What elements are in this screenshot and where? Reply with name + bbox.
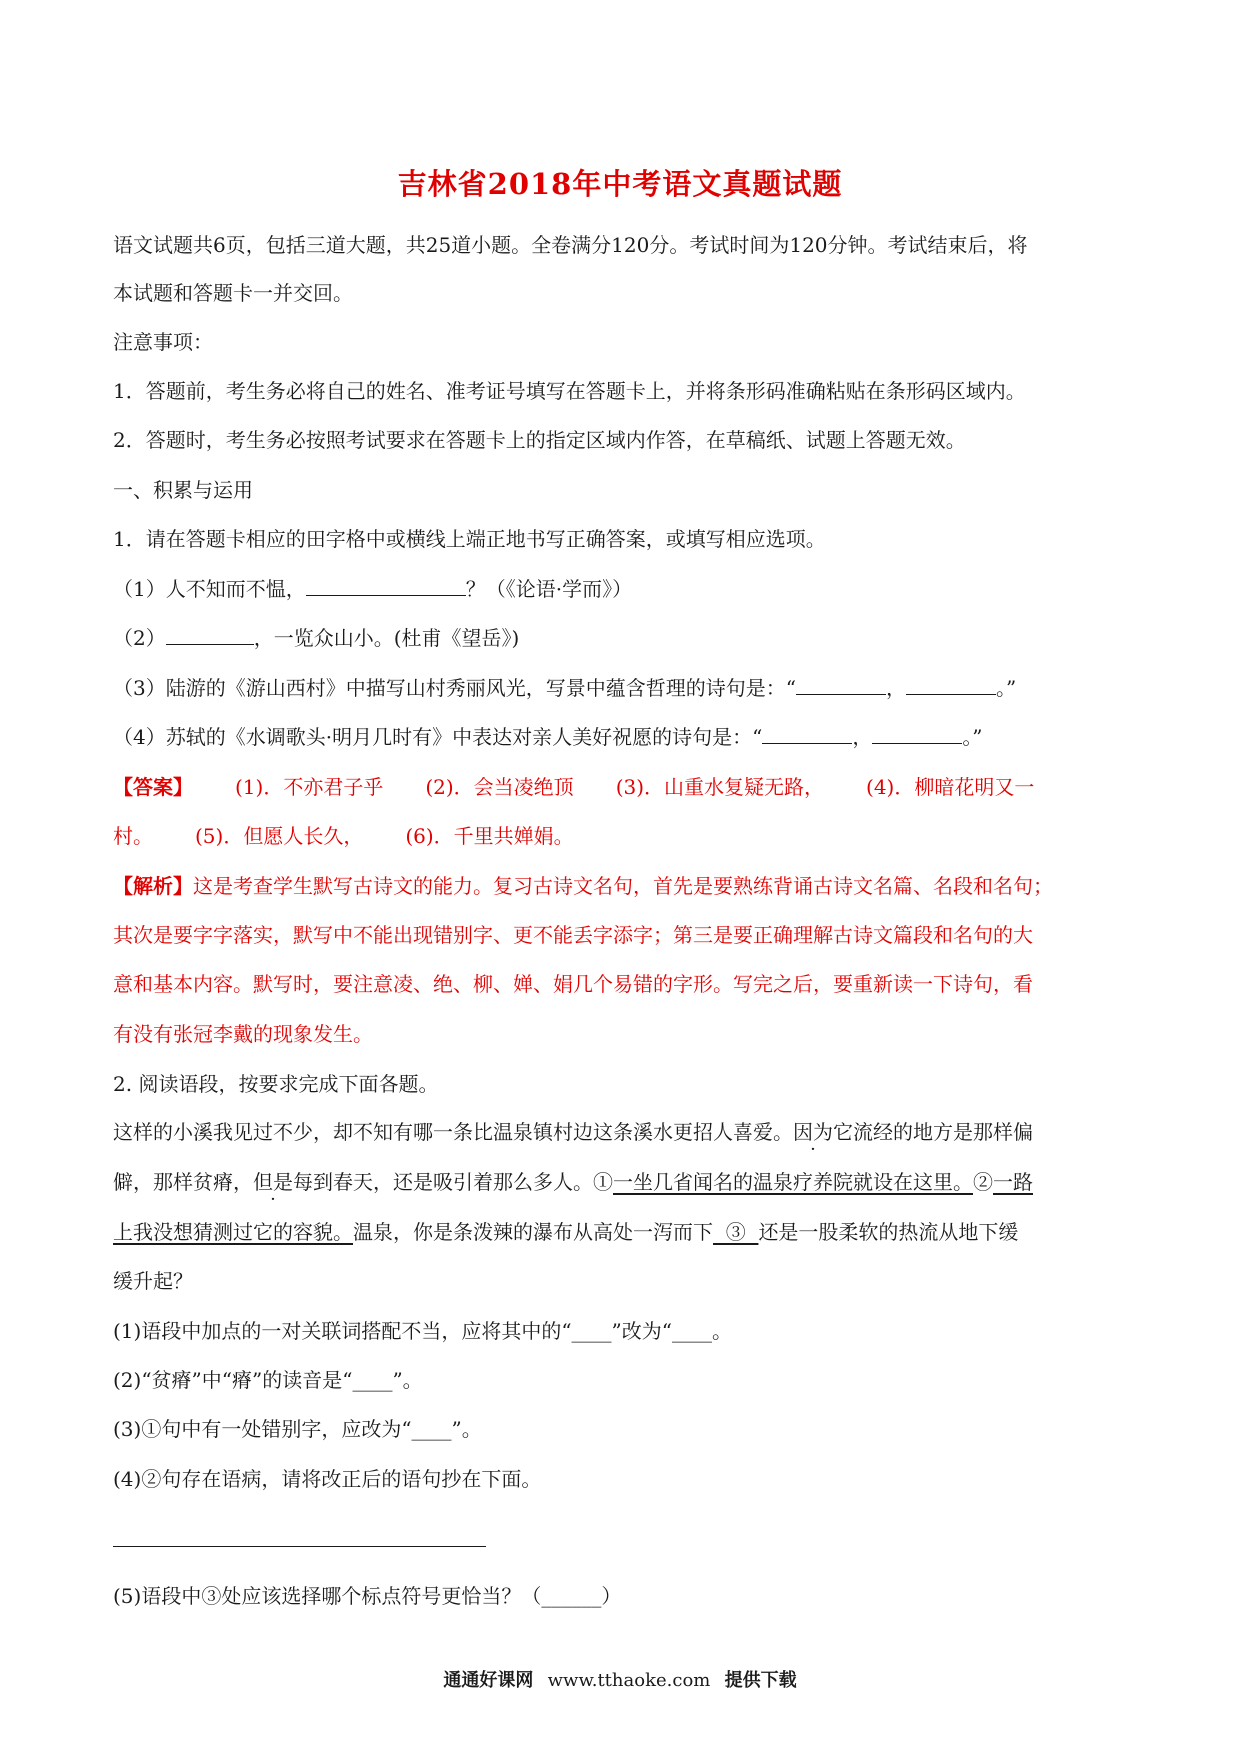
q2-sub-3: (3)①句中有一处错别字，应改为“____”。 <box>113 1417 482 1441</box>
underlined-sentence-2: 一路 <box>993 1170 1033 1194</box>
section-heading: 一、积累与运用 <box>113 478 253 502</box>
underlined-sentence-2-cont: 上我没想猜测过它的容貌。 <box>113 1220 353 1244</box>
notice-heading: 注意事项： <box>113 330 213 354</box>
q1-item-2 <box>113 622 1133 651</box>
passage-text: 它流经的地方是那样偏 <box>833 1120 1033 1144</box>
answer-6: (6)．千里共婵娟。 <box>405 824 574 848</box>
answer-line-1 <box>113 771 1133 800</box>
answer-blank <box>166 626 254 645</box>
passage-text: 这样的小溪我见过不少，却不知有哪一条比温泉镇村边这条溪水更招人喜爱。 <box>113 1120 793 1144</box>
answer-blank <box>906 676 996 695</box>
comma: ， <box>885 676 906 700</box>
analysis-line-4: 有没有张冠李戴的现象发生。 <box>113 1022 373 1046</box>
answer-4: (4)．柳暗花明又一 <box>866 775 1035 799</box>
notice-item-2: 2．答题时，考生务必按照考试要求在答题卡上的指定区域内作答，在草稿纸、试题上答题无效。 <box>113 428 966 452</box>
q2-sub-1: (1)语段中加点的一对关联词搭配不当，应将其中的“____”改为“____。 <box>113 1319 733 1343</box>
answer-blank <box>872 725 962 744</box>
analysis-line-1 <box>113 870 1133 899</box>
comma: ， <box>852 725 873 749</box>
dotted-connective: 但是 <box>253 1170 293 1194</box>
q1-item-3 <box>113 672 1133 701</box>
sentence-marker: ② <box>973 1170 993 1194</box>
answer-write-line <box>113 1546 486 1547</box>
footer-site: www.tthaoke.com <box>547 1670 711 1691</box>
q1-item-2-text: （2） <box>113 626 166 650</box>
q1-item-1-text: （1）人不知而不愠， <box>113 577 306 601</box>
q1-stem: 1．请在答题卡相应的田字格中或横线上端正地书写正确答案，或填写相应选项。 <box>113 527 826 551</box>
q1-item-2-source: ，一览众山小。(杜甫《望岳》) <box>253 626 520 650</box>
page-footer <box>0 1666 1240 1692</box>
q1-item-1-source: ？（《论语·学而》） <box>465 577 633 601</box>
q2-sub-5: (5)语段中③处应该选择哪个标点符号更恰当？（______） <box>113 1584 622 1608</box>
analysis-line-3: 意和基本内容。默写时，要注意凌、绝、柳、婵、娟几个易错的字形。写完之后，要重新读一下诗句，看 <box>113 972 1033 996</box>
analysis-label: 【解析】 <box>113 874 193 898</box>
passage-line-4: 缓升起？ <box>113 1269 193 1293</box>
notice-item-1: 1．答题前，考生务必将自己的姓名、准考证号填写在答题卡上，并将条形码准确粘贴在条形码区域内。 <box>113 379 1026 403</box>
q1-item-1 <box>113 573 1133 602</box>
page-title: 吉林省2018年中考语文真题试题 <box>397 167 843 201</box>
footer-tail: 提供下载 <box>724 1670 797 1691</box>
punctuation-slot: ③ <box>713 1220 759 1244</box>
analysis-text: 这是考查学生默写古诗文的能力。复习古诗文名句，首先是要熟练背诵古诗文名篇、名段和名句； <box>193 874 1053 898</box>
q1-item-4-text: （4）苏轼的《水调歌头·明月几时有》中表达对亲人美好祝愿的诗句是：“ <box>113 725 763 749</box>
answer-line-2 <box>113 820 1133 849</box>
passage-line-3 <box>113 1216 1133 1245</box>
passage-text: 温泉，你是条泼辣的瀑布从高处一泻而下 <box>353 1220 713 1244</box>
answer-2: (2)．会当凌绝顶 <box>425 775 574 799</box>
q1-item-3-text: （3）陆游的《游山西村》中描写山村秀丽风光，写景中蕴含哲理的诗句是：“ <box>113 676 796 700</box>
answer-label: 【答案】 <box>113 775 193 799</box>
q2-stem: 2. 阅读语段，按要求完成下面各题。 <box>113 1072 439 1096</box>
underlined-sentence-1: 一坐几省闻名的温泉疗养院就设在这里。 <box>613 1170 973 1194</box>
answer-blank <box>762 725 852 744</box>
passage-text: 还是一股柔软的热流从地下缓 <box>758 1220 1019 1244</box>
dotted-connective: 因为 <box>793 1120 833 1144</box>
answer-4-cont: 村。 <box>113 824 153 848</box>
closing-quote: 。” <box>962 725 983 749</box>
passage-line-2 <box>113 1166 1133 1195</box>
q2-sub-4: (4)②句存在语病，请将改正后的语句抄在下面。 <box>113 1467 542 1491</box>
intro-line-1: 语文试题共6页，包括三道大题，共25道小题。全卷满分120分。考试时间为120分钟。考试结束后，将 <box>113 233 1028 257</box>
answer-1: (1)．不亦君子乎 <box>235 775 384 799</box>
footer-brand: 通通好课网 <box>443 1670 534 1691</box>
analysis-line-2: 其次是要字字落实，默写中不能出现错别字、更不能丢字添字；第三是要正确理解古诗文篇段和名句的大 <box>113 923 1033 947</box>
q1-item-4 <box>113 721 1133 750</box>
passage-text: 僻，那样贫瘠， <box>113 1170 253 1194</box>
answer-3: (3)．山重水复疑无路， <box>615 775 825 799</box>
intro-line-2: 本试题和答题卡一并交回。 <box>113 281 353 305</box>
q2-sub-2: (2)“贫瘠”中“瘠”的读音是“____”。 <box>113 1368 423 1392</box>
answer-blank <box>796 676 886 695</box>
passage-line-1 <box>113 1116 1133 1145</box>
passage-text: 每到春天，还是吸引着那么多人。① <box>293 1170 613 1194</box>
answer-5: (5)．但愿人长久， <box>195 824 364 848</box>
closing-quote: 。” <box>995 676 1017 700</box>
answer-blank <box>306 577 466 596</box>
